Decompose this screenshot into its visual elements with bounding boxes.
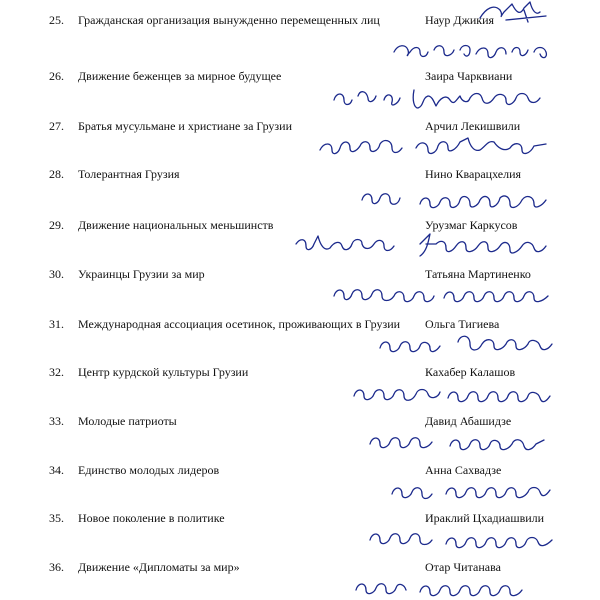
representative-name: Ираклий Цхадиашвили (425, 511, 545, 525)
organization-name: Молодые патриоты (78, 414, 177, 428)
representative-name: Давид Абашидзе (425, 414, 512, 428)
item-number: 25. (49, 13, 64, 27)
item-number: 34. (49, 463, 64, 477)
representative-name: Кахабер Калашов (425, 365, 516, 379)
item-number: 31. (49, 317, 64, 331)
organization-name: Украинцы Грузии за мир (78, 267, 205, 281)
signature (380, 336, 552, 351)
item-number: 26. (49, 69, 64, 83)
signature (362, 194, 546, 208)
representative-name: Ольга Тигиева (425, 317, 500, 331)
signature (370, 534, 552, 548)
item-number: 35. (49, 511, 64, 525)
signature (334, 90, 540, 108)
signature (354, 390, 550, 402)
signature (356, 584, 522, 596)
signature (296, 234, 546, 256)
organization-name: Движение «Дипломаты за мир» (78, 560, 240, 574)
item-number: 29. (49, 218, 64, 232)
organization-name: Новое поколение в политике (78, 511, 225, 525)
representative-name: Арчил Лекишвили (425, 119, 521, 133)
representative-name: Урузмаг Каркусов (425, 218, 518, 232)
signature (394, 46, 546, 58)
organization-name: Единство молодых лидеров (78, 463, 220, 477)
signature (334, 290, 548, 302)
organization-name: Движение национальных меньшинств (78, 218, 274, 232)
organization-name: Движение беженцев за мирное будущее (78, 69, 282, 83)
signature (392, 488, 550, 499)
organization-name: Гражданская организация вынужденно перемещенных лиц (78, 13, 380, 27)
organization-name: Центр курдской культуры Грузии (78, 365, 249, 379)
item-number: 33. (49, 414, 64, 428)
representative-name: Заира Чарквиани (425, 69, 513, 83)
item-number: 30. (49, 267, 64, 281)
organization-name: Братья мусульмане и христиане за Грузии (78, 119, 293, 133)
representative-name: Анна Сахвадзе (425, 463, 502, 477)
item-number: 28. (49, 167, 64, 181)
organization-name: Толерантная Грузия (78, 167, 180, 181)
item-number: 32. (49, 365, 64, 379)
representative-name: Отар Читанава (425, 560, 501, 574)
representative-name: Наур Джикия (425, 13, 495, 27)
item-number: 27. (49, 119, 64, 133)
item-number: 36. (49, 560, 64, 574)
signature (480, 2, 546, 22)
representative-name: Нино Кварацхелия (425, 167, 522, 181)
representative-name: Татьяна Мартиненко (425, 267, 531, 281)
organization-name: Международная ассоциация осетинок, проживающих в Грузии (78, 317, 401, 331)
signature (320, 138, 546, 154)
signature (370, 438, 544, 450)
